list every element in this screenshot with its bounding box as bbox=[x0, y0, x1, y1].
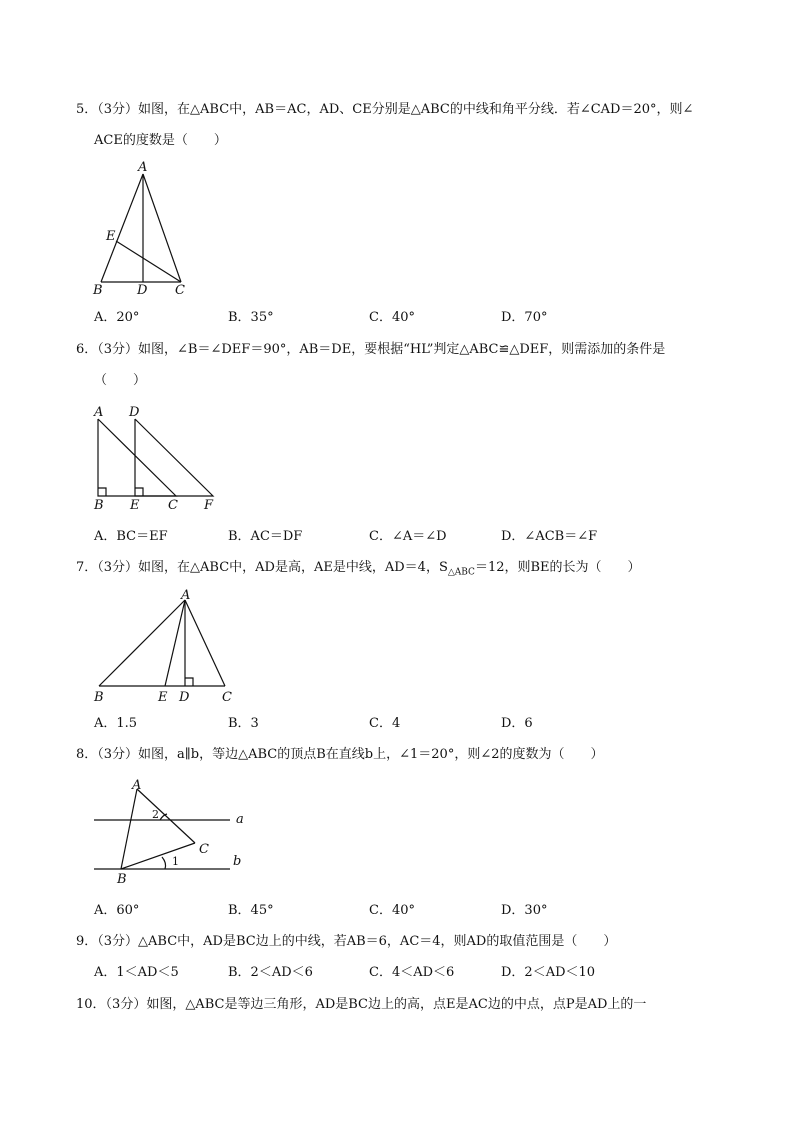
q6-option-b[interactable]: B．AC＝DF bbox=[228, 529, 303, 544]
q5-label-A: A bbox=[138, 160, 148, 175]
q7-stem-subscript: △ABC bbox=[447, 567, 475, 578]
q8-label-b: b bbox=[233, 854, 242, 869]
q8-figure bbox=[88, 776, 258, 888]
q5-label-B: B bbox=[93, 283, 103, 298]
q5-label-E: E bbox=[106, 229, 116, 244]
q5-option-b[interactable]: B．35° bbox=[228, 310, 274, 325]
q7-option-d[interactable]: D．6 bbox=[501, 716, 533, 731]
q7-option-a[interactable]: A．1.5 bbox=[94, 716, 138, 731]
q8-label-angle1: 1 bbox=[172, 855, 179, 868]
q9-option-d[interactable]: D．2＜AD＜10 bbox=[501, 965, 596, 980]
q8-label-A: A bbox=[132, 778, 142, 793]
q6-label-C: C bbox=[168, 498, 178, 513]
q7-option-c[interactable]: C．4 bbox=[369, 716, 401, 731]
q6-option-d[interactable]: D．∠ACB＝∠F bbox=[501, 529, 598, 544]
q6-label-E: E bbox=[130, 498, 140, 513]
q6-figure bbox=[88, 402, 228, 514]
q9-stem-line1: 9．（3分）△ABC中，AD是BC边上的中线，若AB＝6，AC＝4，则AD的取值范围是（ ） bbox=[76, 934, 617, 949]
q6-label-B: B bbox=[94, 498, 104, 513]
q7-stem-line1: 7．（3分）如图，在△ABC中，AD是高，AE是中线，AD＝4，$S_{\triangle ABC}=12$，则BE的长为（ ） bbox=[76, 560, 641, 578]
q9-option-c[interactable]: C．4＜AD＜6 bbox=[369, 965, 455, 980]
q9-option-a[interactable]: A．1＜AD＜5 bbox=[94, 965, 179, 980]
q8-option-a[interactable]: A．60° bbox=[94, 903, 140, 918]
q5-label-C: C bbox=[175, 283, 185, 298]
q5-option-a[interactable]: A．20° bbox=[94, 310, 140, 325]
q7-figure bbox=[88, 585, 248, 707]
q8-label-a: a bbox=[236, 812, 244, 827]
q8-option-d[interactable]: D．30° bbox=[501, 903, 548, 918]
q8-label-C: C bbox=[199, 842, 209, 857]
q6-option-a[interactable]: A．BC＝EF bbox=[94, 529, 168, 544]
q8-label-B: B bbox=[117, 872, 127, 887]
q8-option-b[interactable]: B．45° bbox=[228, 903, 274, 918]
q6-label-F: F bbox=[204, 498, 214, 513]
q5-stem-line1: 5．（3分）如图，在△ABC中，AB＝AC，AD、CE分别是△ABC的中线和角平分线．若∠CAD＝20°，则∠ bbox=[76, 102, 694, 117]
q9-option-b[interactable]: B．2＜AD＜6 bbox=[228, 965, 313, 980]
q7-option-b[interactable]: B．3 bbox=[228, 716, 259, 731]
q7-label-E: E bbox=[158, 690, 168, 705]
q8-option-c[interactable]: C．40° bbox=[369, 903, 415, 918]
q6-stem-line1: 6．（3分）如图，∠B＝∠DEF＝90°，AB＝DE，要根据“HL”判定△ABC≌△DEF，则需添加的条件是 bbox=[76, 342, 666, 357]
q6-stem-line2: （ ） bbox=[94, 373, 147, 388]
q7-label-B: B bbox=[94, 690, 104, 705]
q7-label-A: A bbox=[181, 588, 191, 603]
q7-label-C: C bbox=[222, 690, 232, 705]
q6-label-D: D bbox=[129, 405, 140, 420]
q7-label-D: D bbox=[179, 690, 190, 705]
q8-stem-line1: 8．（3分）如图，a∥b，等边△ABC的顶点B在直线b上，∠1＝20°，则∠2的度数为（ ） bbox=[76, 747, 604, 762]
q10-stem-line1: 10．（3分）如图，△ABC是等边三角形，AD是BC边上的高，点E是AC边的中点，点P是AD上的一 bbox=[76, 997, 647, 1012]
q8-label-angle2: 2 bbox=[152, 808, 159, 821]
q5-stem-line2: ACE的度数是（ ） bbox=[94, 133, 227, 148]
q5-figure bbox=[80, 158, 210, 300]
q5-option-d[interactable]: D．70° bbox=[501, 310, 548, 325]
q5-label-D: D bbox=[137, 283, 148, 298]
q6-label-A: A bbox=[94, 405, 104, 420]
q6-option-c[interactable]: C．∠A＝∠D bbox=[369, 529, 447, 544]
q5-option-c[interactable]: C．40° bbox=[369, 310, 415, 325]
